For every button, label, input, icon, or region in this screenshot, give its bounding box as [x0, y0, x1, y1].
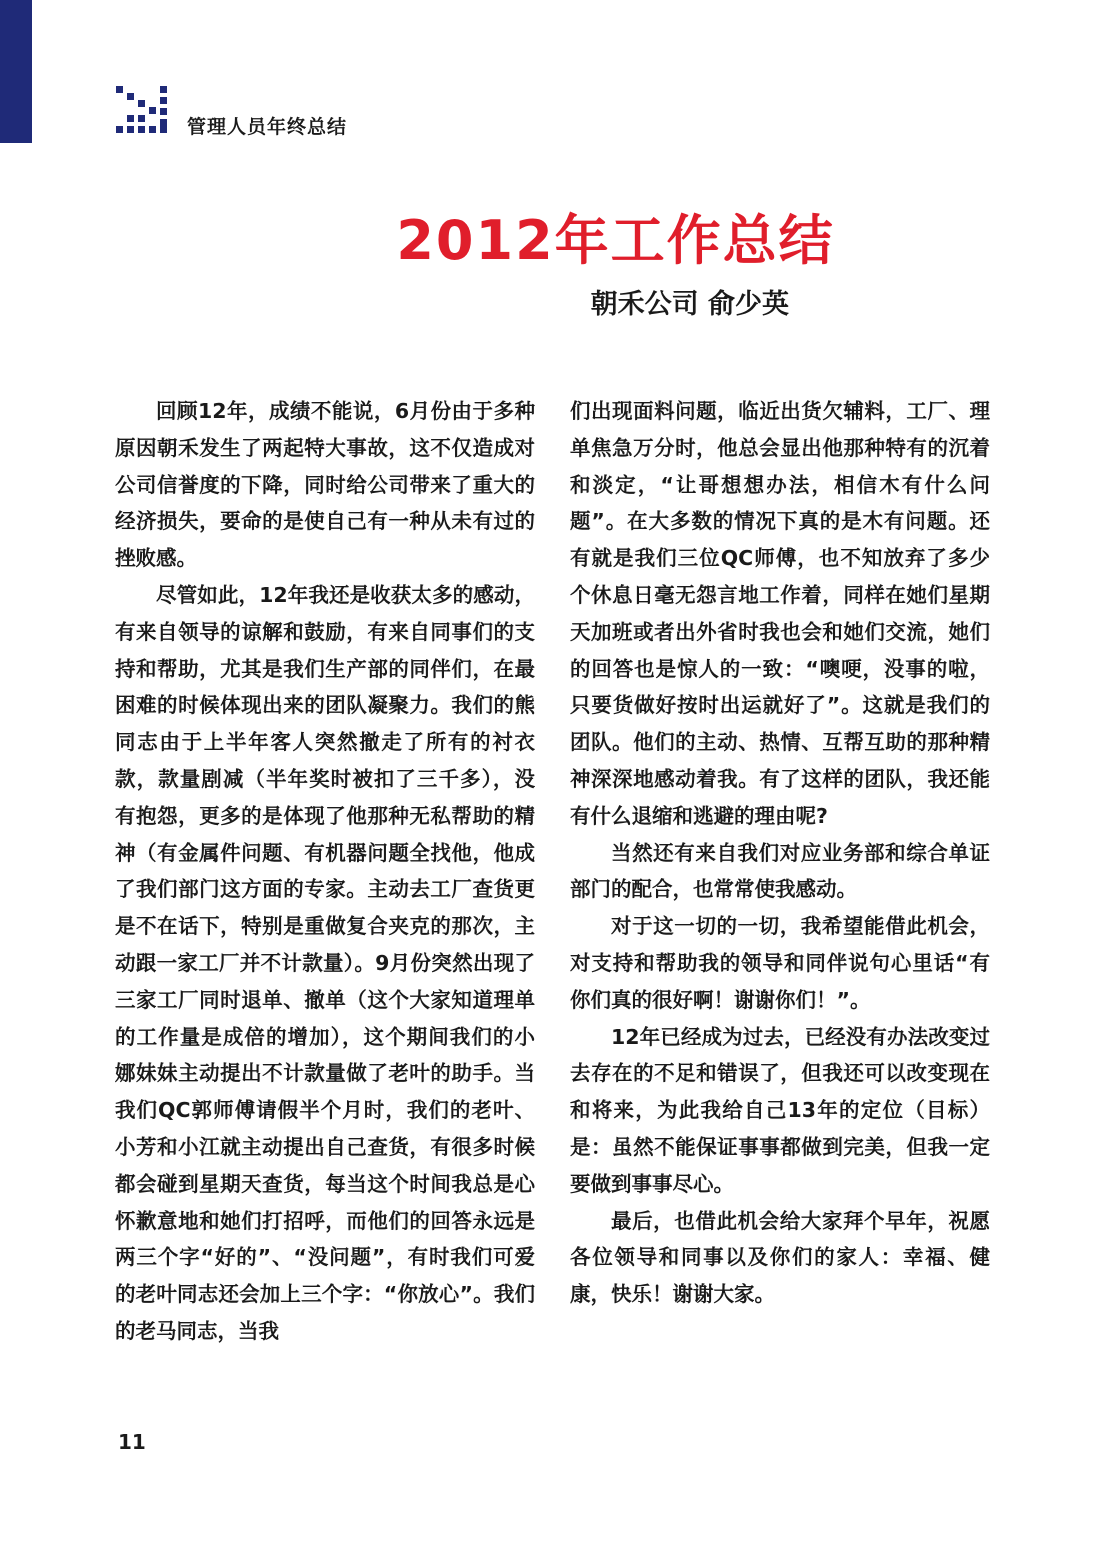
article-title: 2012年工作总结: [396, 209, 835, 272]
article-author: 朝禾公司 俞少英: [590, 289, 789, 320]
section-label: 管理人员年终总结: [187, 116, 348, 138]
paragraph: 12年已经成为过去，已经没有办法改变过去存在的不足和错误了，但我还可以改变现在和将来，为此我给自己13年的定位（目标）是：虽然不能保证事事都做到完美，但我一定要做到事事尽心。: [570, 1024, 990, 1196]
paragraph: 尽管如此，12年我还是收获太多的感动，有来自领导的谅解和鼓励，有来自同事们的支持和帮助，尤其是我们生产部的同伴们，在最困难的时候体现出来的团队凝聚力。我们的熊同志由于上半年客人突然撤走了所有的衬衣款，款量剧减（半年奖时被扣了三千多），没有抱怨，更多的是体现了他那种无私帮助的精神（有金属件问题、有机器问题全找他，他成了我们部门这方面的专家。主动去工厂查货更是不在话下，特别是重做复合夹克的那次，主动跟一家工厂并不计款量）。9月份突然出现了三家工厂同时退单、撤单（这个大家知道理单的工作量是成倍的增加），这个期间我们的小娜妹妹主动提出不计款量做了老叶的助手。当我们QC郭师傅请假半个月时，我们的老叶、小芳和小江就主动提出自己查货，有很多时候都会碰到星期天查货，每当这个时间我总是心怀歉意地和她们打招呼，而他们的回答永远是两三个字“好的”、“没问题”，有时我们可爱的老叶同志还会加上三个字：“你放心”。我们的老马同志，当我: [115, 582, 535, 1343]
paragraph: 最后，也借此机会给大家拜个早年，祝愿各位领导和同事以及你们的家人：幸福、健康，快乐！谢谢大家。: [570, 1208, 990, 1307]
stepped-bars-logo: [116, 86, 176, 136]
left-column: [115, 393, 535, 1350]
paragraph: 对于这一切的一切，我希望能借此机会，对支持和帮助我的领导和同伴说句心里话“有你们真的很好啊！谢谢你们！”。: [570, 914, 990, 1012]
side-accent-bar: [0, 0, 32, 143]
page-number: 11: [118, 1430, 146, 1454]
paragraph: 们出现面料问题，临近出货欠辅料，工厂、理单焦急万分时，他总会显出他那种特有的沉着和淡定，“让哥想想办法，相信木有什么问题”。在大多数的情况下真的是木有问题。还有就是我们三位QC师傅，也不知放弃了多少个休息日毫无怨言地工作着，同样在她们星期天加班或者出外省时我也会和她们交流，她们的回答也是惊人的一致：“噢哽，没事的啦，只要货做好按时出运就好了”。这就是我们的团队。他们的主动、热情、互帮互助的那种精神深深地感动着我。有了这样的团队，我还能有什么退缩和逃避的理由呢?: [570, 399, 990, 828]
right-column: [570, 393, 990, 1313]
paragraph: 当然还有来自我们对应业务部和综合单证部门的配合，也常常使我感动。: [570, 840, 990, 902]
paragraph: 回顾12年，成绩不能说，6月份由于多种原因朝禾发生了两起特大事故，这不仅造成对公司信誉度的下降，同时给公司带来了重大的经济损失，要命的是使自己有一种从未有过的挫败感。: [115, 399, 535, 571]
